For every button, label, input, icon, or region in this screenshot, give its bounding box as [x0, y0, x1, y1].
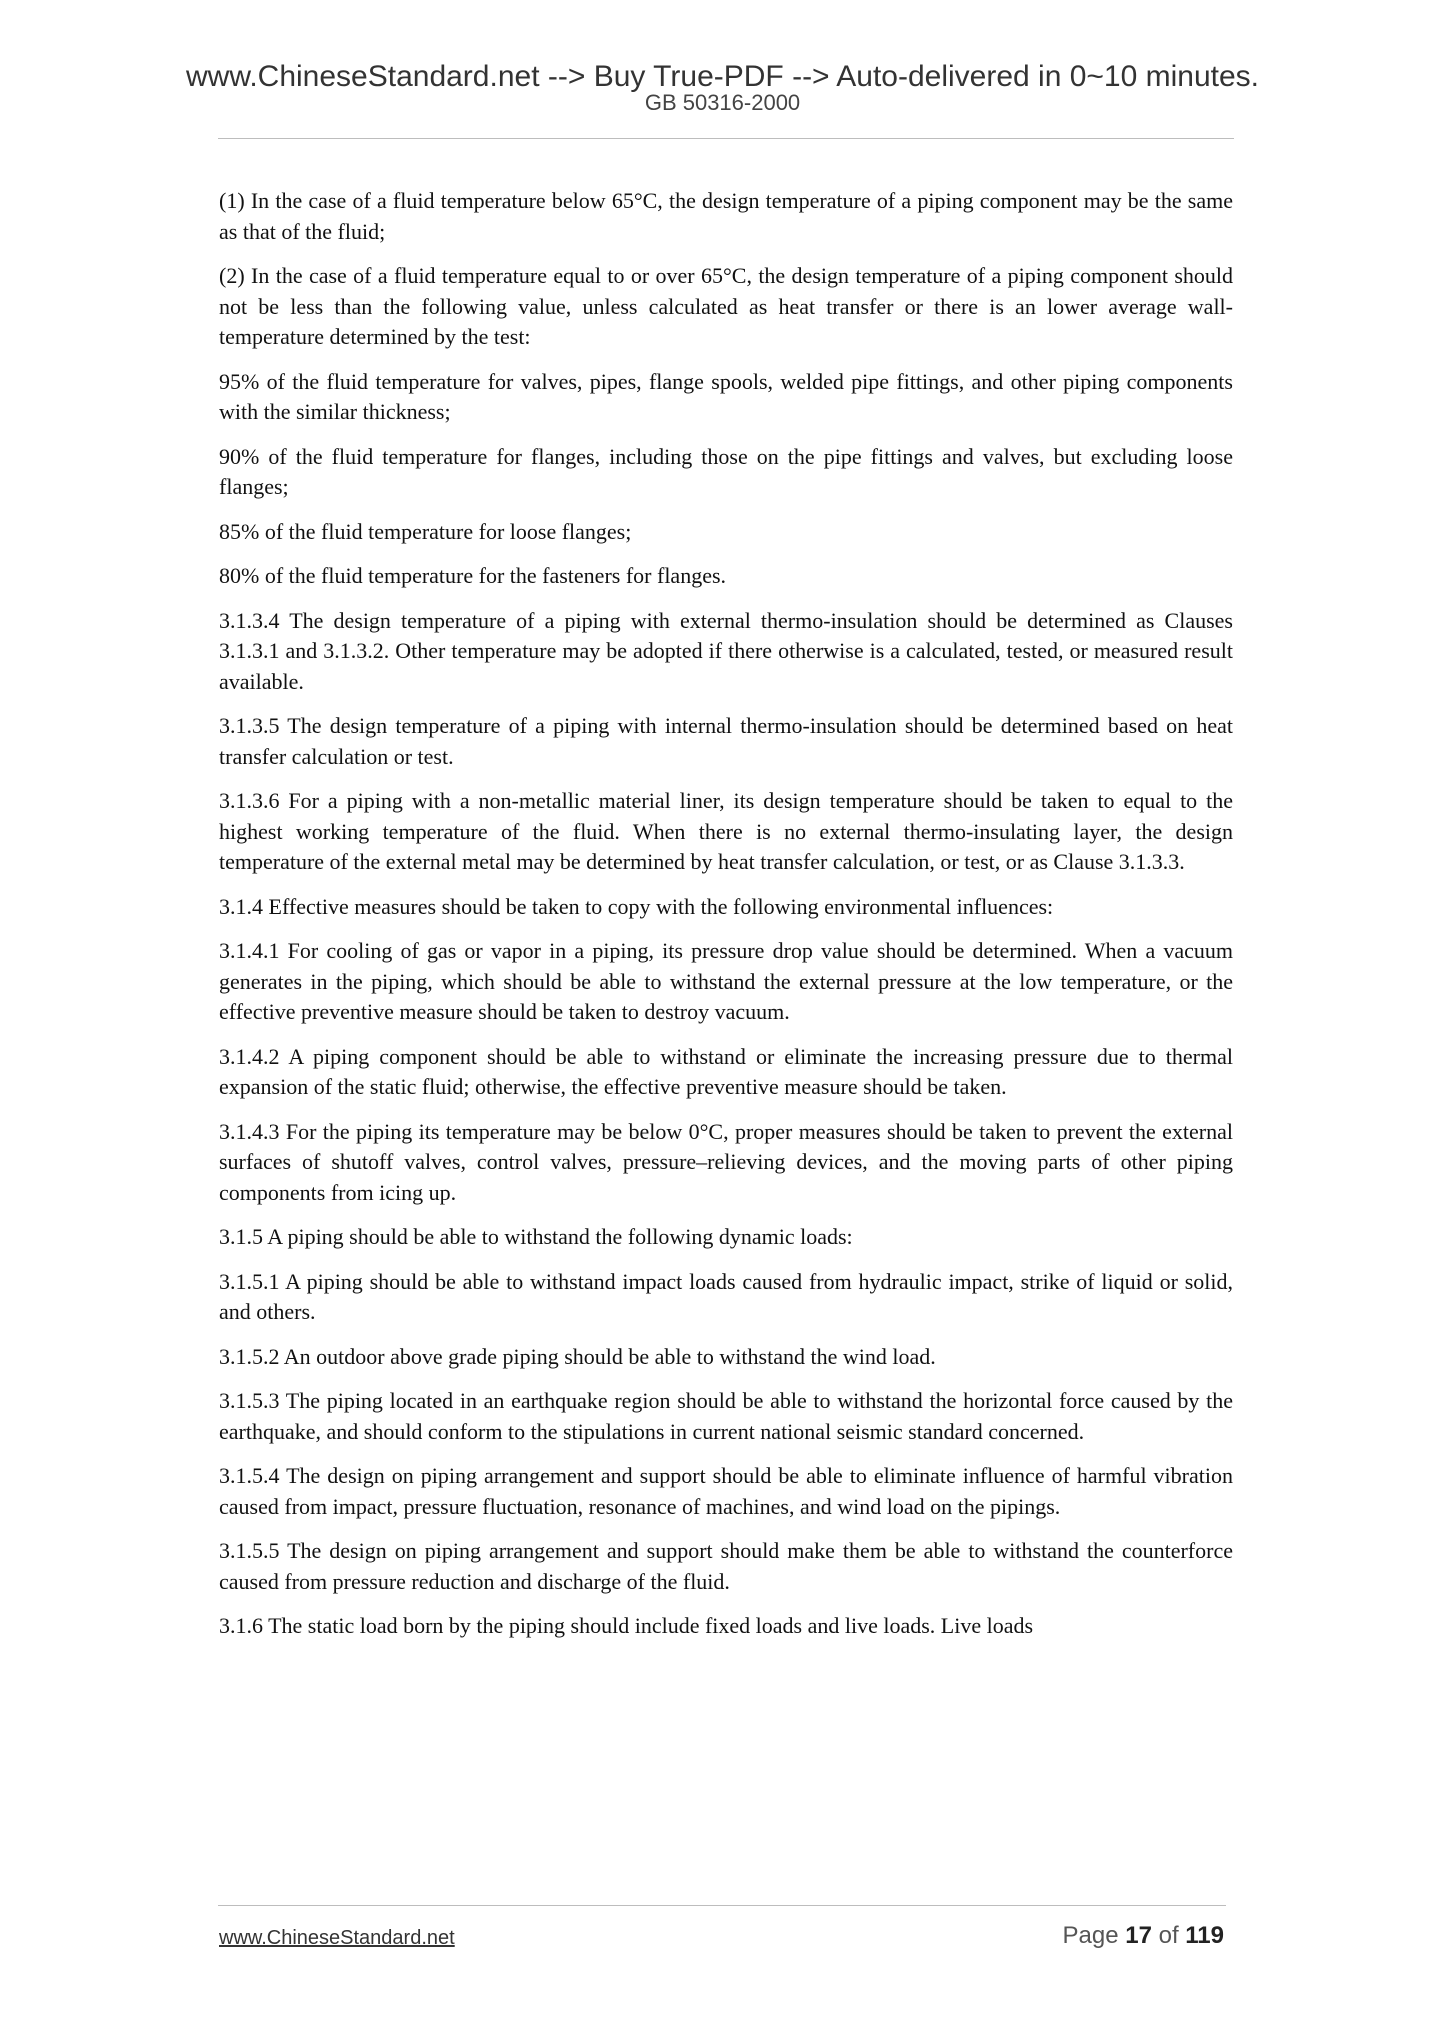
document-body [219, 186, 1233, 1656]
clause-3-1-3-4: 3.1.3.4 The design temperature of a piping with external thermo-insulation should be determined as Clauses 3.1.3.1 and 3.1.3.2. Other temperature may be adopted if there otherwise is a calculated, tested, or measured result available. [219, 607, 1233, 694]
current-page-number: 17 [1125, 1922, 1152, 1949]
clause-3-1-4: 3.1.4 Effective measures should be taken to copy with the following environmental influences: [219, 893, 1054, 919]
clause-3-1-5-3: 3.1.5.3 The piping located in an earthquake region should be able to withstand the horizontal force caused by the earthquake, and should conform to the stipulations in current national seismic standard concerned. [219, 1388, 1233, 1444]
page-prefix: Page [1062, 1922, 1119, 1949]
paragraph-6: 80% of the fluid temperature for the fasteners for flanges. [219, 563, 727, 588]
total-page-count: 119 [1185, 1922, 1224, 1949]
clause-3-1-5-5: 3.1.5.5 The design on piping arrangement and support should make them be able to withstand the counterforce caused from pressure reduction and discharge of the fluid. [219, 1538, 1233, 1594]
clause-3-1-5-4: 3.1.5.4 The design on piping arrangement and support should be able to eliminate influence of harmful vibration caused from impact, pressure fluctuation, resonance of machines, and wind load on the pipings. [219, 1463, 1233, 1519]
footer-divider [218, 1905, 1226, 1906]
paragraph-4: 90% of the fluid temperature for flanges, including those on the pipe fittings and valves, but excluding loose flanges; [219, 443, 1233, 499]
paragraph-1: (1) In the case of a fluid temperature below 65°C, the design temperature of a piping component may be the same as that of the fluid; [219, 188, 1233, 244]
clause-3-1-6: 3.1.6 The static load born by the piping should include fixed loads and live loads. Live loads [219, 1613, 1034, 1638]
page-of-label: of [1158, 1922, 1179, 1949]
page-indicator [1062, 1922, 1224, 1950]
clause-3-1-4-1: 3.1.4.1 For cooling of gas or vapor in a piping, its pressure drop value should be determined. When a vacuum generates in the piping, which should be able to withstand the external pressure at the low temperature, or the effective preventive measure should be taken to destroy vacuum. [219, 938, 1233, 1024]
footer-site-link[interactable]: www.ChineseStandard.net [219, 1927, 455, 1949]
clause-3-1-3-5: 3.1.3.5 The design temperature of a piping with internal thermo-insulation should be determined based on heat transfer calculation or test. [219, 713, 1233, 769]
clause-3-1-5-2: 3.1.5.2 An outdoor above grade piping should be able to withstand the wind load. [219, 1343, 936, 1369]
paragraph-5: 85% of the fluid temperature for loose flanges; [219, 518, 632, 544]
clause-3-1-4-3: 3.1.4.3 For the piping its temperature may be below 0°C, proper measures should be taken to prevent the external surfaces of shutoff valves, control valves, pressure–relieving devices, and the moving parts of other piping components from icing up. [219, 1118, 1233, 1205]
document-number: GB 50316-2000 [644, 90, 801, 115]
paragraph-3: 95% of the fluid temperature for valves, pipes, flange spools, welded pipe fittings, and other piping components with the similar thickness; [219, 368, 1233, 424]
clause-3-1-5-1: 3.1.5.1 A piping should be able to withstand impact loads caused from hydraulic impact, strike of liquid or solid, and others. [219, 1268, 1233, 1324]
header-divider [218, 138, 1234, 139]
clause-3-1-4-2: 3.1.4.2 A piping component should be able to withstand or eliminate the increasing pressure due to thermal expansion of the static fluid; otherwise, the effective preventive measure should be taken. [219, 1043, 1233, 1099]
clause-3-1-3-6: 3.1.3.6 For a piping with a non-metallic material liner, its design temperature should be taken to equal to the highest working temperature of the fluid. When there is no external thermo-insulating layer, the design temperature of the external metal may be determined by heat transfer calculation, or test, or as Clause 3.1.3.3. [219, 788, 1233, 874]
clause-3-1-5: 3.1.5 A piping should be able to withstand the following dynamic loads: [219, 1224, 853, 1249]
header-banner: www.ChineseStandard.net --> Buy True-PDF --> Auto-delivered in 0~10 minutes. [185, 60, 1260, 93]
paragraph-2: (2) In the case of a fluid temperature equal to or over 65°C, the design temperature of a piping component should not be less than the following value, unless calculated as heat transfer or there is an lower average wall-temperature determined by the test: [219, 263, 1233, 349]
